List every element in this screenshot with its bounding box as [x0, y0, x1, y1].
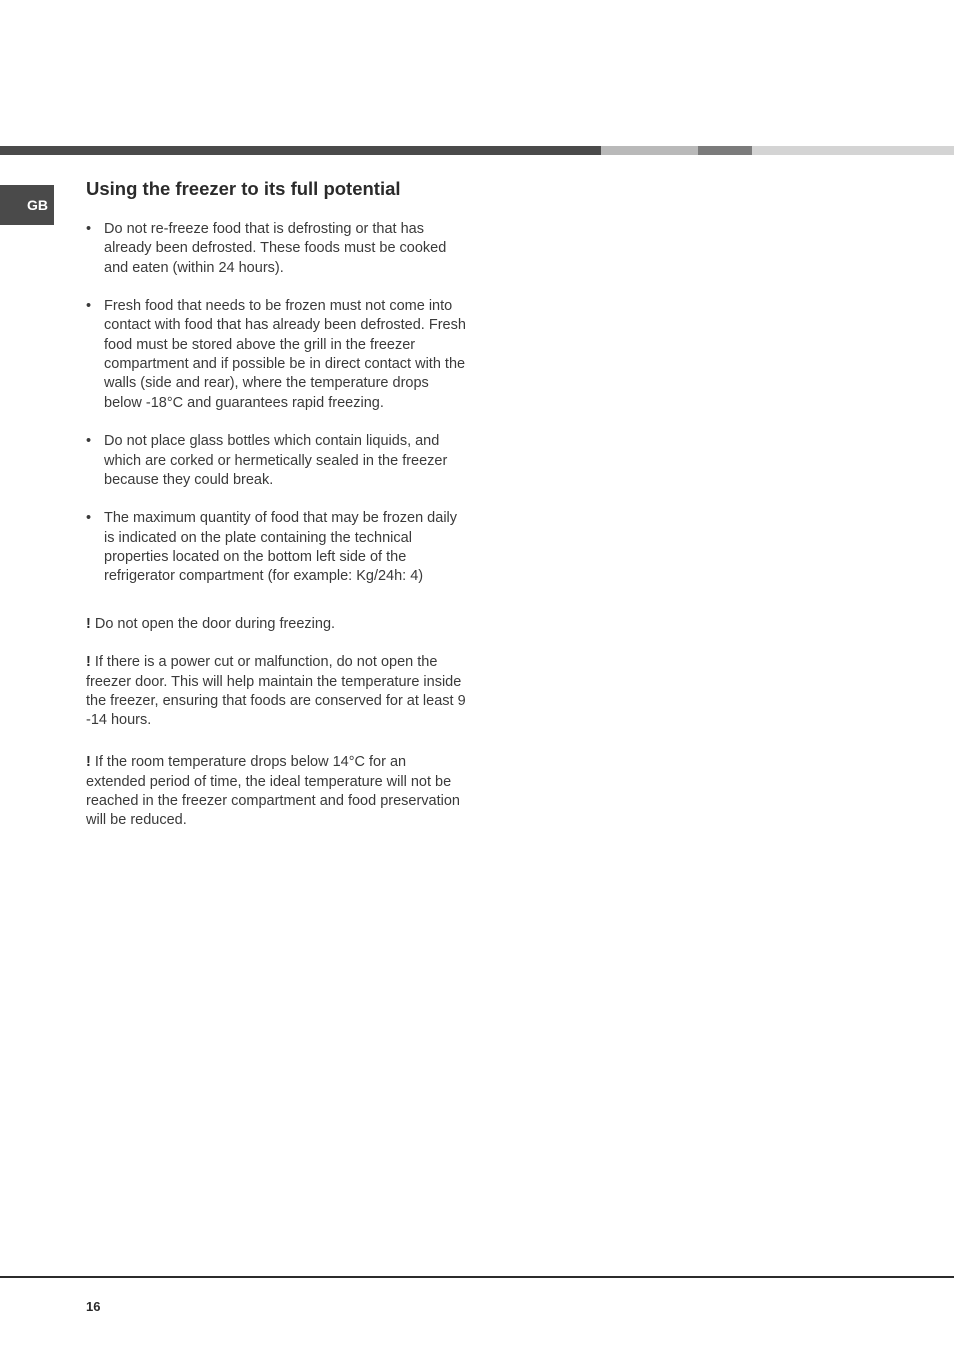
bullet-text: The maximum quantity of food that may be frozen daily is indicated on the plate containing the technical properties located on the bottom left side of the refrigerator compartment (for example: Kg/24h: 4)	[104, 510, 458, 585]
bullet-dot-icon: •	[86, 433, 92, 450]
exclamation-icon: !	[86, 615, 91, 632]
section-title: Using the freezer to its full potential	[86, 178, 401, 199]
header-color-bar	[0, 146, 954, 155]
warning-note	[86, 615, 468, 634]
main-content	[86, 176, 468, 850]
warning-note-text: If the room temperature drops below 14°C for an extended period of time, the ideal temperature will not be reached in the freezer compartment and food preservation will be reduced.	[86, 754, 460, 829]
bullet-list	[86, 220, 468, 587]
bullet-dot-icon: •	[86, 298, 92, 315]
exclamation-icon: !	[86, 754, 91, 771]
footer-divider	[0, 1276, 954, 1278]
bullet-item	[86, 297, 468, 413]
header-bar-segment-pale	[752, 146, 954, 155]
bullet-dot-icon: •	[86, 221, 92, 237]
language-tab: GB	[0, 185, 54, 225]
warning-note-text: Do not open the door during freezing.	[94, 615, 336, 632]
bullet-text: Fresh food that needs to be frozen must not come into contact with food that has already been defrosted. Fresh food must be stored above the grill in the freezer compartment and if possible be in direct contact with the walls (side and rear), where the temperature drops below -18°C and guarantees rapid freezing.	[104, 298, 466, 411]
warning-notes	[86, 615, 468, 831]
bullet-text: Do not re-freeze food that is defrosting or that has already been defrosted. These foods must be cooked and eaten (within 24 hours).	[104, 221, 447, 276]
bullet-item	[86, 432, 468, 490]
warning-note-text: If there is a power cut or malfunction, do not open the freezer door. This will help maintain the temperature inside the freezer, ensuring that foods are conserved for at least 9 -14 hours.	[86, 654, 466, 729]
header-bar-segment-dark	[0, 146, 601, 155]
page-number: 16	[86, 1299, 101, 1314]
bullet-item	[86, 220, 468, 278]
warning-note	[86, 753, 468, 830]
bullet-text: Do not place glass bottles which contain liquids, and which are corked or hermetically sealed in the freezer because they could break.	[104, 433, 448, 488]
bullet-item	[86, 509, 468, 586]
warning-note	[86, 653, 468, 730]
exclamation-icon: !	[86, 654, 91, 671]
header-bar-segment-light	[601, 146, 698, 155]
bullet-dot-icon: •	[86, 510, 92, 527]
header-bar-segment-mid	[698, 146, 752, 155]
